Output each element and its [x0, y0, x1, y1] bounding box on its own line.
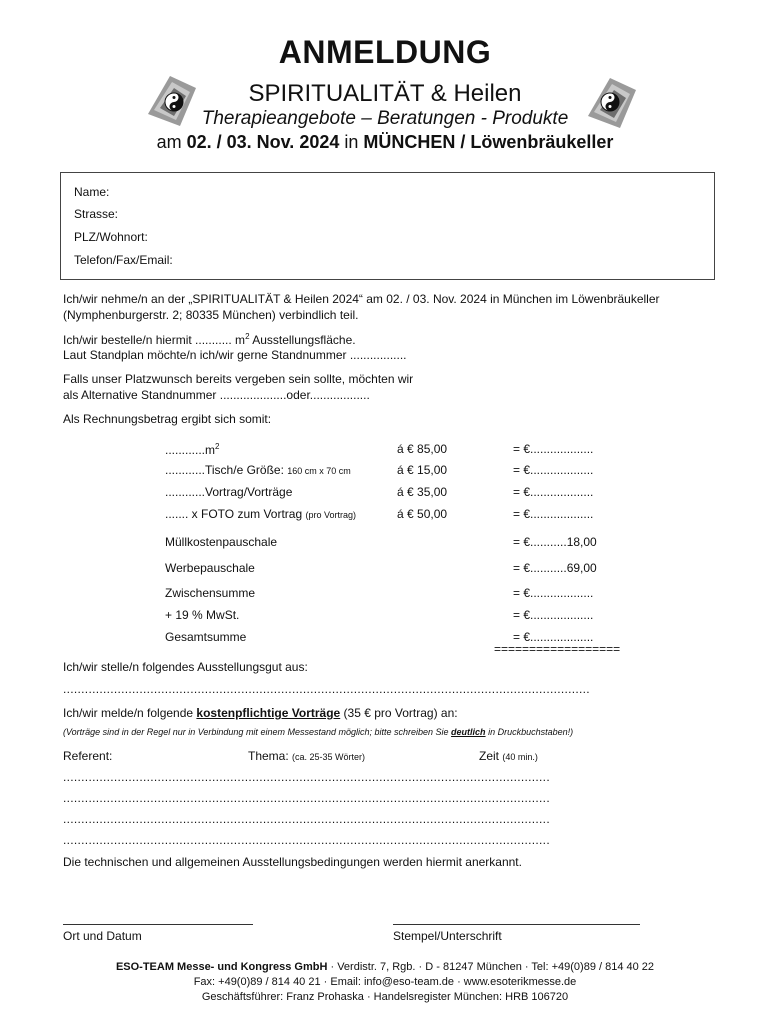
talk-price: á € 35,00 [397, 485, 448, 499]
subtotal-value: = €................... [513, 586, 594, 600]
talk-total: = €................... [513, 485, 594, 499]
yin-yang-logo-icon [580, 72, 640, 132]
street-field[interactable]: Strasse: [74, 207, 119, 221]
photo-item: ....... x FOTO zum Vortrag (pro Vortrag) [165, 507, 357, 521]
alternative-stand-line-1: Falls unser Platzwunsch bereits vergeben sein sollte, möchten wir [63, 372, 414, 386]
total-double-underline: ================== [494, 642, 621, 656]
table-total: = €................... [513, 463, 594, 477]
address-box [60, 172, 715, 280]
date-place-signature-line[interactable] [63, 924, 253, 925]
column-referent: Referent: [63, 749, 113, 763]
talk-entry-line[interactable]: ...................................................................................................................................... [63, 833, 550, 847]
advertising-fee-label: Werbepauschale [165, 561, 255, 575]
event-tagline: Therapieangebote – Beratungen - Produkte [201, 108, 569, 129]
vat-value: = €................... [513, 608, 594, 622]
footer-address-line: ESO-TEAM Messe- und Kongress GmbH · Verdistr. 7, Rgb. · D - 81247 München · Tel: +49(0)89 / 814 40 22 [115, 961, 655, 973]
subtotal-label: Zwischensumme [165, 586, 256, 600]
exhibits-label: Ich/wir stelle/n folgendes Ausstellungsgut aus: [63, 660, 308, 674]
talks-label: Ich/wir melde/n folgende kostenpflichtige Vorträge (35 € pro Vortrag) an: [63, 706, 458, 720]
column-time: Zeit (40 min.) [479, 749, 538, 763]
waste-fee-label: Müllkostenpauschale [165, 535, 278, 549]
area-price: á € 85,00 [397, 442, 448, 456]
participation-statement: Ich/wir nehme/n an der „SPIRITUALITÄT & Heilen 2024“ am 02. / 03. Nov. 2024 in München im Löwenbräukeller (Nymphenburgerstr. 2; 80335 München) verbindlich teil. [63, 292, 660, 322]
contact-field[interactable]: Telefon/Fax/Email: [74, 253, 173, 267]
document-title: ANMELDUNG [278, 34, 492, 70]
terms-acceptance: Die technischen und allgemeinen Ausstellungsbedingungen werden hiermit anerkannt. [63, 855, 522, 869]
talk-item: ............Vortrag/Vorträge [165, 485, 293, 499]
photo-total: = €................... [513, 507, 594, 521]
booth-order: Ich/wir bestelle/n hiermit ........... $m^2$ Ausstellungsfläche. [63, 332, 356, 347]
stamp-signature-label: Stempel/Unterschrift [393, 929, 502, 943]
waste-fee-total: = €...........18,00 [513, 535, 597, 549]
footer-registry-line: Geschäftsführer: Franz Prohaska · Handelsregister München: HRB 106720 [201, 991, 569, 1003]
event-name: SPIRITUALITÄT & Heilen [248, 80, 522, 107]
zip-city-field[interactable]: PLZ/Wohnort: [74, 230, 148, 244]
table-price: á € 15,00 [397, 463, 448, 477]
yin-yang-logo-icon [140, 70, 200, 130]
exhibits-input-line[interactable]: ................................................................................................................................................. [63, 682, 590, 696]
company-footer [0, 960, 770, 1005]
grand-total-label: Gesamtsumme [165, 630, 247, 644]
talks-note: (Vorträge sind in der Regel nur in Verbindung mit einem Messestand möglich; bitte schreiben Sie deutlich in Druckbuchstaben!) [63, 727, 574, 737]
photo-price: á € 50,00 [397, 507, 448, 521]
column-topic: Thema: (ca. 25-35 Wörter) [248, 749, 366, 763]
invoice-intro: Als Rechnungsbetrag ergibt sich somit: [63, 412, 272, 426]
stand-number-request: Laut Standplan möchte/n ich/wir gerne Standnummer ................. [63, 348, 407, 362]
talk-entry-line[interactable]: ...................................................................................................................................... [63, 812, 550, 826]
talk-entry-line[interactable]: ...................................................................................................................................... [63, 770, 550, 784]
grand-total-value: = €................... [513, 630, 594, 644]
area-total: = €................... [513, 442, 594, 456]
advertising-fee-total: = €...........69,00 [513, 561, 597, 575]
date-place-label: Ort und Datum [63, 929, 142, 943]
table-item: ............Tisch/e Größe: 160 cm x 70 cm [165, 463, 351, 477]
name-field[interactable]: Name: [74, 185, 110, 199]
talk-entry-line[interactable]: ...................................................................................................................................... [63, 791, 550, 805]
area-item: $............m^2$ [165, 442, 220, 457]
alternative-stand-line-2: als Alternative Standnummer ....................oder.................. [63, 388, 370, 402]
event-date-location: am 02. / 03. Nov. 2024 in MÜNCHEN / Löwenbräukeller [156, 132, 614, 152]
stamp-signature-line[interactable] [393, 924, 640, 925]
footer-contact-line: Fax: +49(0)89 / 814 40 21 · Email: info@eso-team.de · www.esoterikmesse.de [193, 976, 577, 988]
vat-label: + 19 % MwSt. [165, 608, 240, 622]
